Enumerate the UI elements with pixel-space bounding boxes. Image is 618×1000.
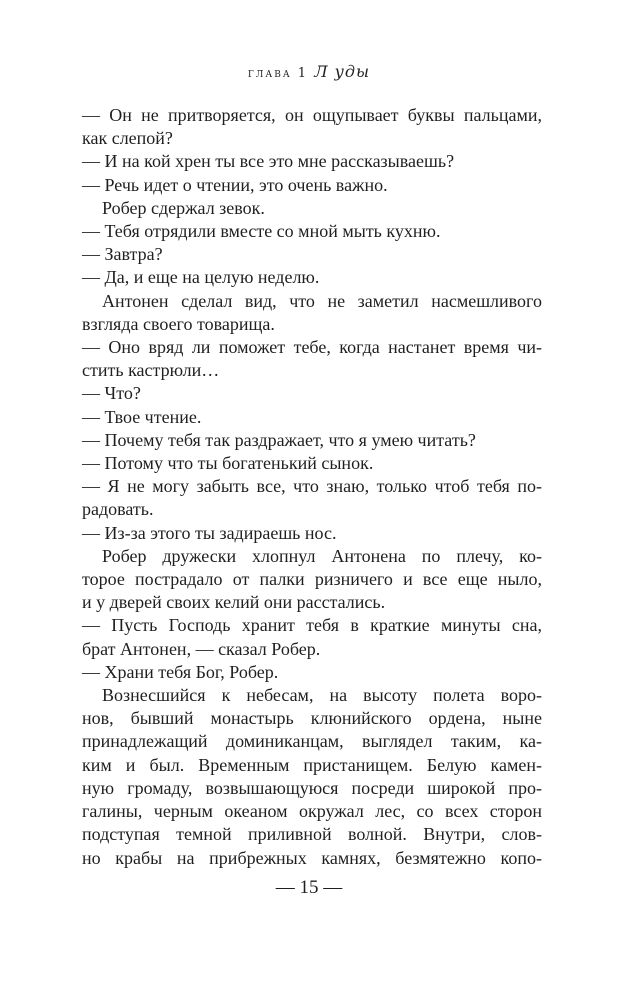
text-line: и у дверей своих келий они расстались. xyxy=(82,592,386,613)
text-line: стить кастрюли… xyxy=(82,360,220,381)
text-line: ким и был. Временным пристанищем. Белую камен- xyxy=(82,754,542,775)
text-line: — Я не могу забыть все, что знаю, только чтоб тебя по- xyxy=(82,476,542,497)
text-line: — Что? xyxy=(82,383,141,404)
text-line: подступая темной приливной волной. Внутри, слов- xyxy=(82,824,542,845)
text-line: — Да, и еще на целую неделю. xyxy=(82,267,320,288)
text-line: нов, бывший монастырь клюнийского ордена, ныне xyxy=(82,708,542,729)
running-header xyxy=(0,62,618,81)
text-line: Робер сдержал зевок. xyxy=(102,197,265,218)
text-line: ную громаду, возвышающуюся посреди широкой про- xyxy=(82,777,542,798)
text-line: как слепой? xyxy=(82,128,173,149)
text-line: но крабы на прибрежных камнях, безмятежно копо- xyxy=(82,847,542,868)
text-line: брат Антонен, — сказал Робер. xyxy=(82,638,321,659)
text-line: радовать. xyxy=(82,499,154,520)
text-line: — Речь идет о чтении, это очень важно. xyxy=(82,174,388,195)
text-line: взгляда своего товарища. xyxy=(82,313,275,334)
text-line: галины, черным океаном окружал лес, со всех сторон xyxy=(82,801,542,822)
text-line: — И на кой хрен ты все это мне рассказываешь? xyxy=(82,151,455,172)
page-number: — 15 — xyxy=(275,877,343,898)
text-line: Вознесшийся к небесам, на высоту полета воро- xyxy=(102,685,542,706)
text-line: — Завтра? xyxy=(82,244,163,265)
text-line: — Из-за этого ты задираешь нос. xyxy=(82,522,337,543)
text-line: торое пострадало от палки ризничего и все еще ныло, xyxy=(82,569,542,590)
text-line: Антонен сделал вид, что не заметил насмешливого xyxy=(102,290,542,311)
body-text xyxy=(82,104,542,870)
text-line: Робер дружески хлопнул Антонена по плечу, ко- xyxy=(102,545,542,566)
text-line: — Пусть Господь хранит тебя в краткие минуты сна, xyxy=(82,615,542,636)
text-line: принадлежащий доминиканцам, выглядел таким, ка- xyxy=(82,731,542,752)
text-line: — Потому что ты богатенький сынок. xyxy=(82,453,374,474)
text-line: — Оно вряд ли поможет тебе, когда настанет время чи- xyxy=(82,337,542,358)
text-line: — Он не притворяется, он ощупывает буквы пальцами, xyxy=(82,105,542,125)
text-line: — Почему тебя так раздражает, что я умею читать? xyxy=(82,429,476,450)
text-line: — Тебя отрядили вместе со мной мыть кухню. xyxy=(82,221,441,242)
chapter-title: Л уды xyxy=(314,62,371,81)
text-line: — Твое чтение. xyxy=(82,406,202,427)
chapter-label: глава 1 xyxy=(247,66,309,81)
text-line: — Храни тебя Бог, Робер. xyxy=(82,661,279,682)
